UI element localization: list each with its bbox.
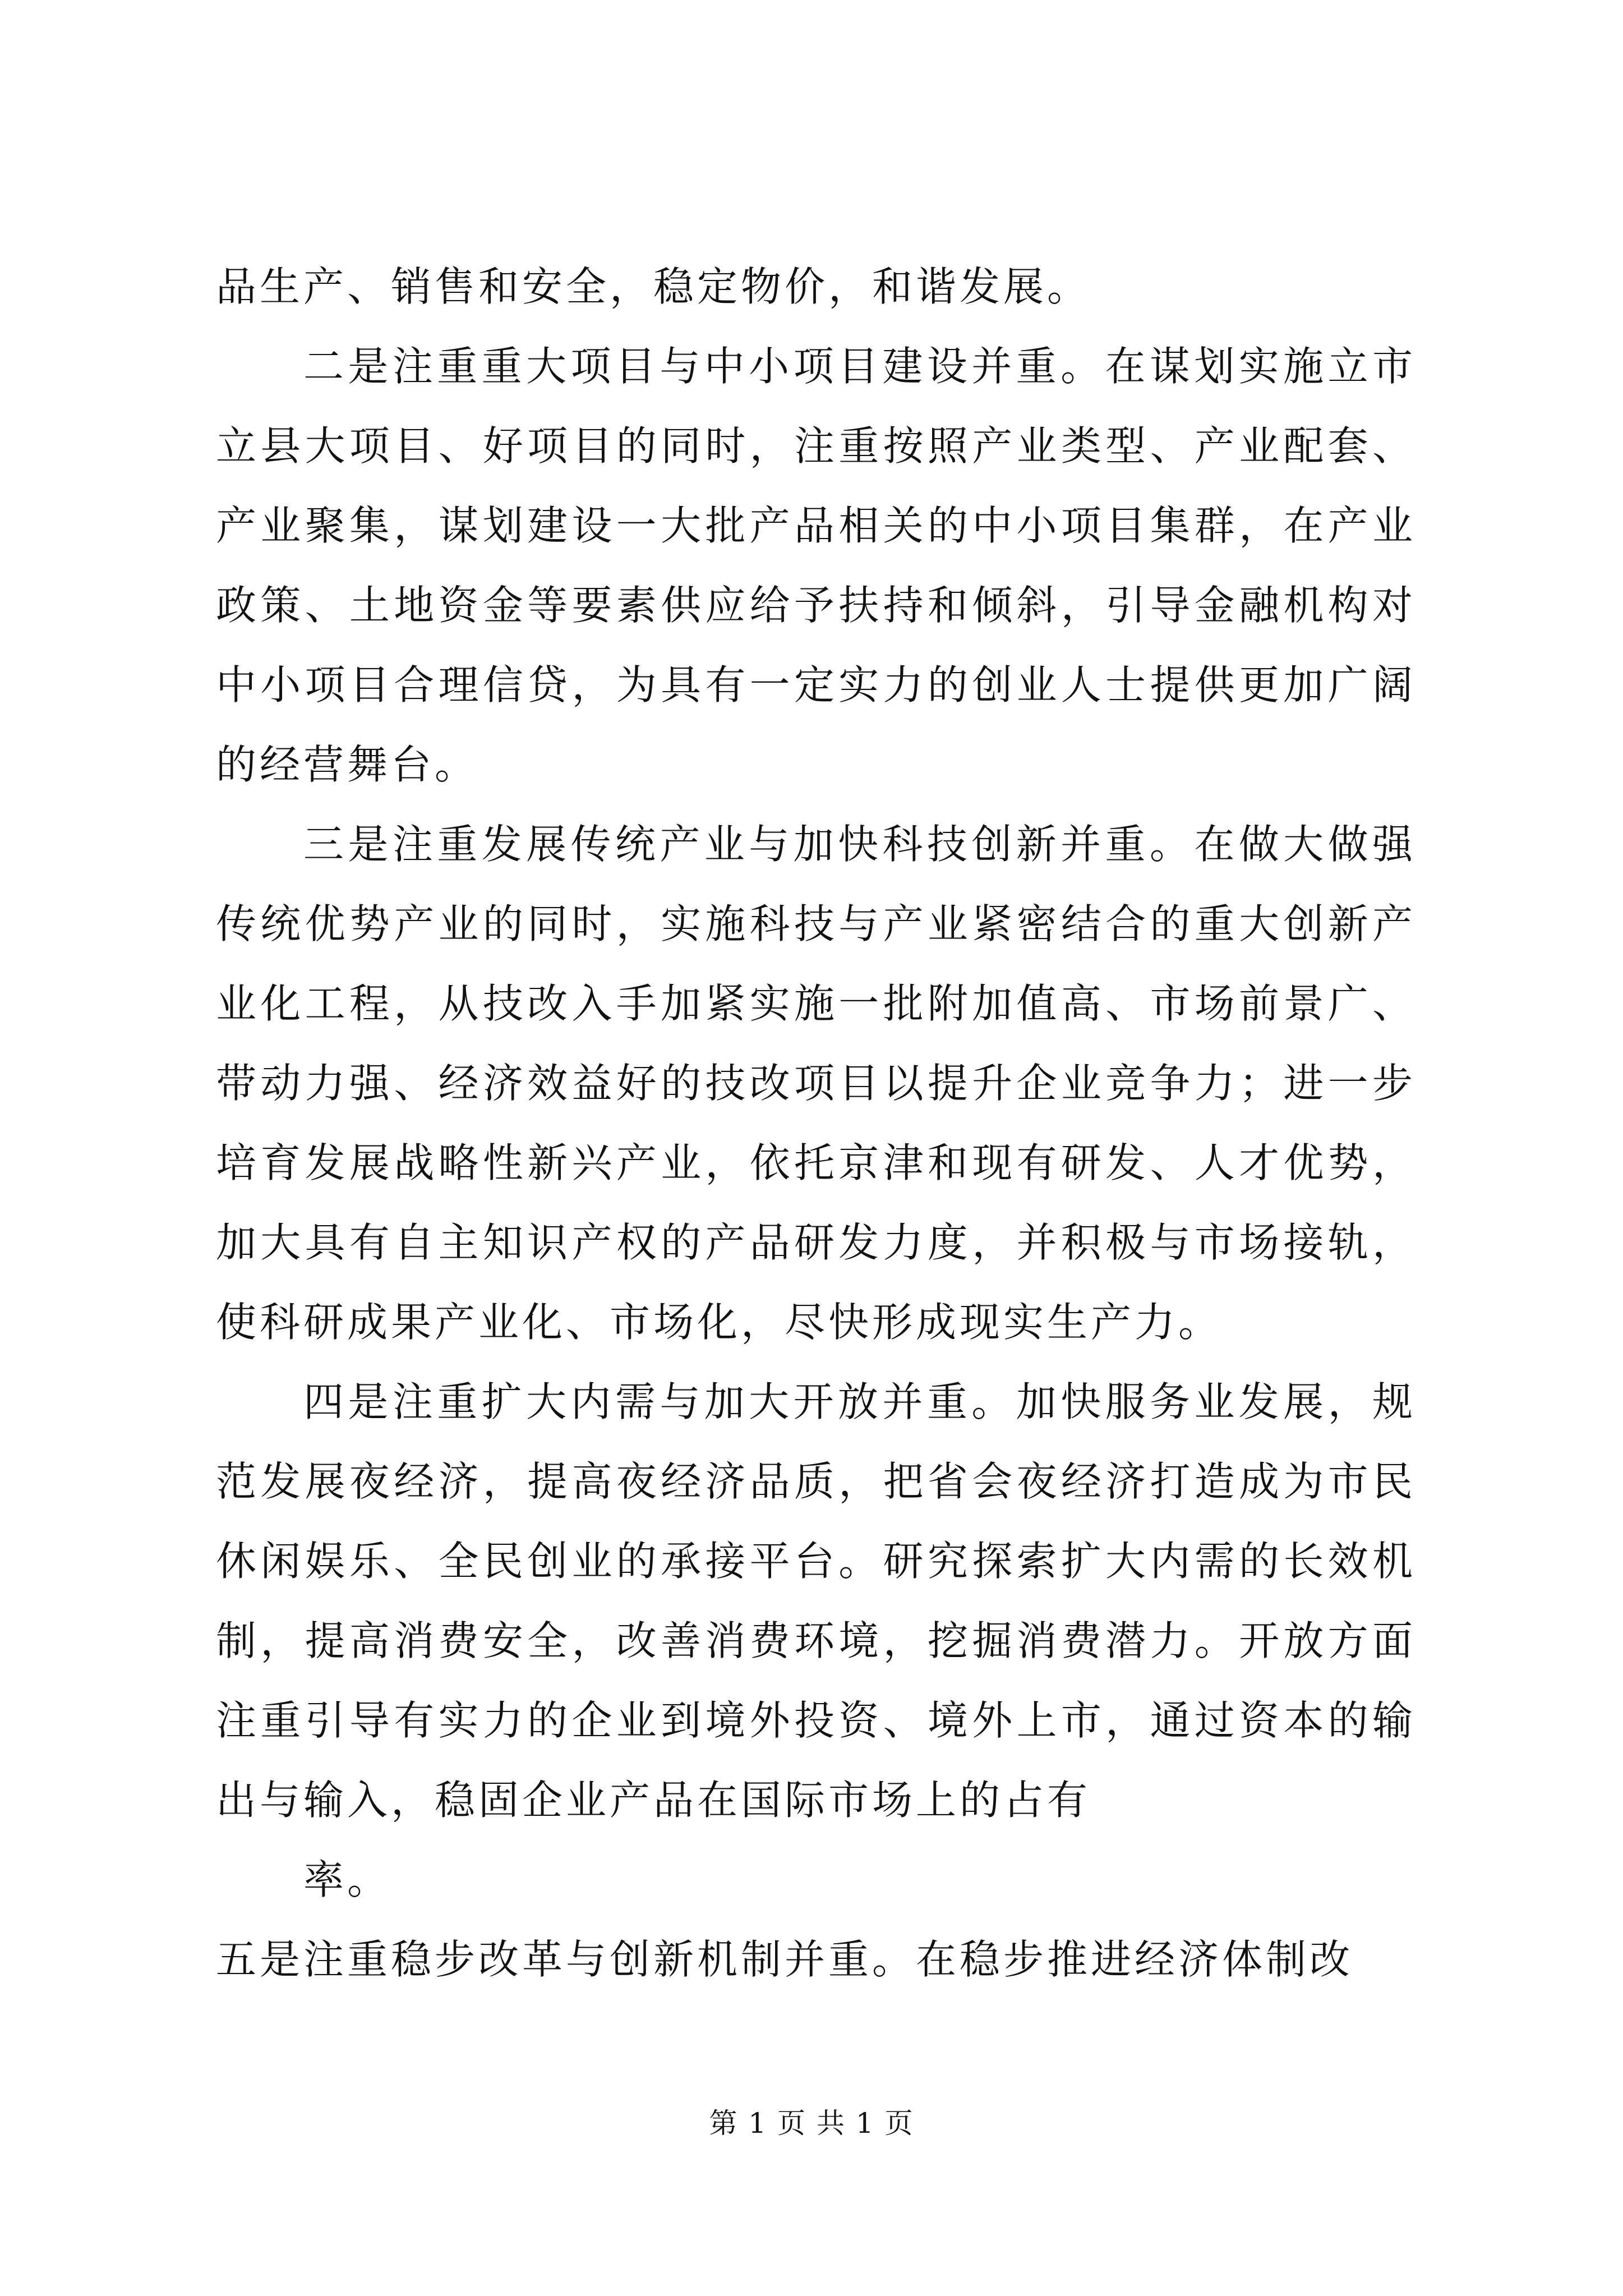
document-body (216, 247, 1416, 1999)
paragraph-4: 四是注重扩大内需与加大开放并重。加快服务业发展，规范发展夜经济，提高夜经济品质，把省会夜经济打造成为市民休闲娱乐、全民创业的承接平台。研究探索扩大内需的长效机制，提高消费安全，改善消费环境，挖掘消费潜力。开放方面注重引导有实力的企业到境外投资、境外上市，通过资本的输出与输入，稳固企业产品在国际市场上的占有 (216, 1378, 1416, 1824)
paragraph-5: 率。 (303, 1856, 391, 1903)
paragraph-2: 二是注重重大项目与中小项目建设并重。在谋划实施立市立县大项目、好项目的同时，注重按照产业类型、产业配套、产业聚集，谋划建设一大批产品相关的中小项目集群，在产业政策、土地资金等要素供应给予扶持和倾斜，引导金融机构对中小项目合理信贷，为具有一定实力的创业人士提供更加广阔的经营舞台。 (216, 343, 1416, 788)
paragraph-6: 五是注重稳步改革与创新机制并重。在稳步推进经济体制改 (216, 1936, 1354, 1983)
paragraph-3: 三是注重发展传统产业与加快科技创新并重。在做大做强传统优势产业的同时，实施科技与产业紧密结合的重大创新产业化工程，从技改入手加紧实施一批附加值高、市场前景广、带动力强、经济效益好的技改项目以提升企业竞争力；进一步培育发展战略性新兴产业，依托京津和现有研发、人才优势，加大具有自主知识产权的产品研发力度，并积极与市场接轨，使科研成果产业化、市场化，尽快形成现实生产力。 (216, 821, 1416, 1346)
paragraph-1: 品生产、销售和安全，稳定物价，和谐发展。 (216, 263, 1091, 310)
page-footer: 第 1 页 共 1 页 (709, 2107, 914, 2139)
